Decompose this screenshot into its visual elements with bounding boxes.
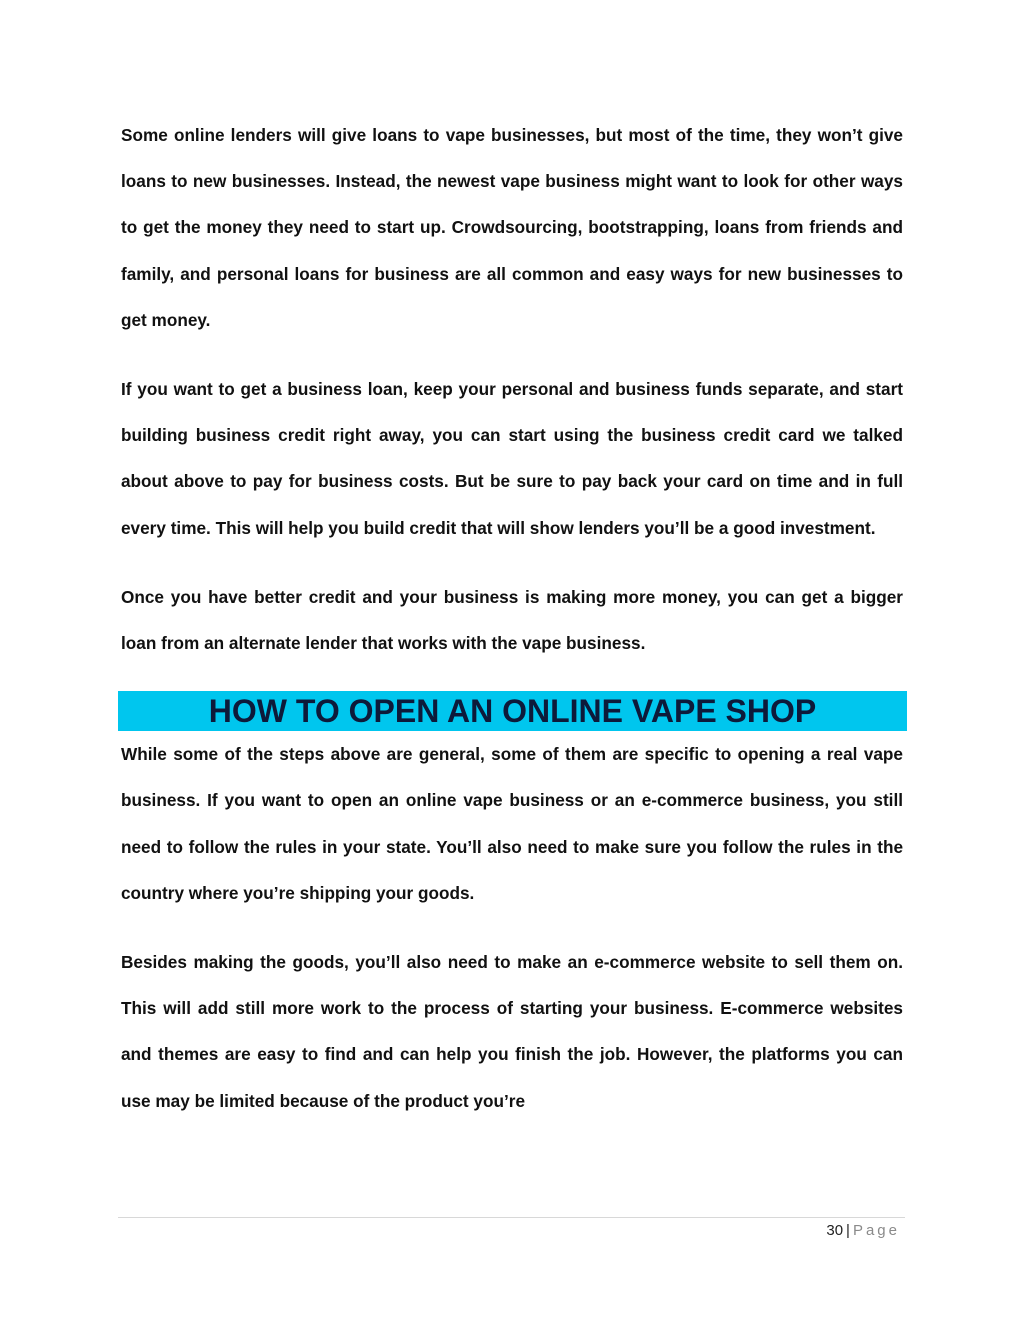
paragraph-better-credit: Once you have better credit and your business is making more money, you can get a bigger loan from an alternate lender that works with the vape business. [121, 586, 903, 654]
page-footer [826, 1222, 900, 1239]
section-heading-band [118, 691, 907, 731]
page-label: Page [852, 1222, 900, 1239]
paragraph-ecommerce-website: Besides making the goods, you’ll also need to make an e-commerce website to sell them on. This will add still more work to the process of starting your business. E-commerce websites and themes are easy to find and can help you finish the job. However, the platforms you can use may be limited because of the product you’re [121, 952, 903, 1111]
paragraph-online-vape-rules: While some of the steps above are general, some of them are specific to opening a real vape business. If you want to open an online vape business or an e-commerce business, you still need to follow the rules in your state. You’ll also need to make sure you follow the rules in the country where you’re shipping your goods. [121, 744, 903, 903]
page-number: 30 [826, 1222, 844, 1239]
footer-divider [118, 1217, 905, 1218]
section-heading: HOW TO OPEN AN ONLINE VAPE SHOP [208, 693, 817, 730]
paragraph-online-lenders: Some online lenders will give loans to vape businesses, but most of the time, they won’t give loans to new businesses. Instead, the newest vape business might want to look for other ways to get the money they need to start up. Crowdsourcing, bootstrapping, loans from friends and family, and personal loans for business are all common and easy ways for new businesses to get money. [121, 125, 903, 330]
paragraph-business-loan: If you want to get a business loan, keep your personal and business funds separate, and start building business credit right away, you can start using the business credit card we talked about above to pay for business costs. But be sure to pay back your card on time and in full every time. This will help you build credit that will show lenders you’ll be a good investment. [121, 379, 903, 538]
page-body [121, 112, 903, 1124]
footer-separator: | [846, 1222, 850, 1239]
